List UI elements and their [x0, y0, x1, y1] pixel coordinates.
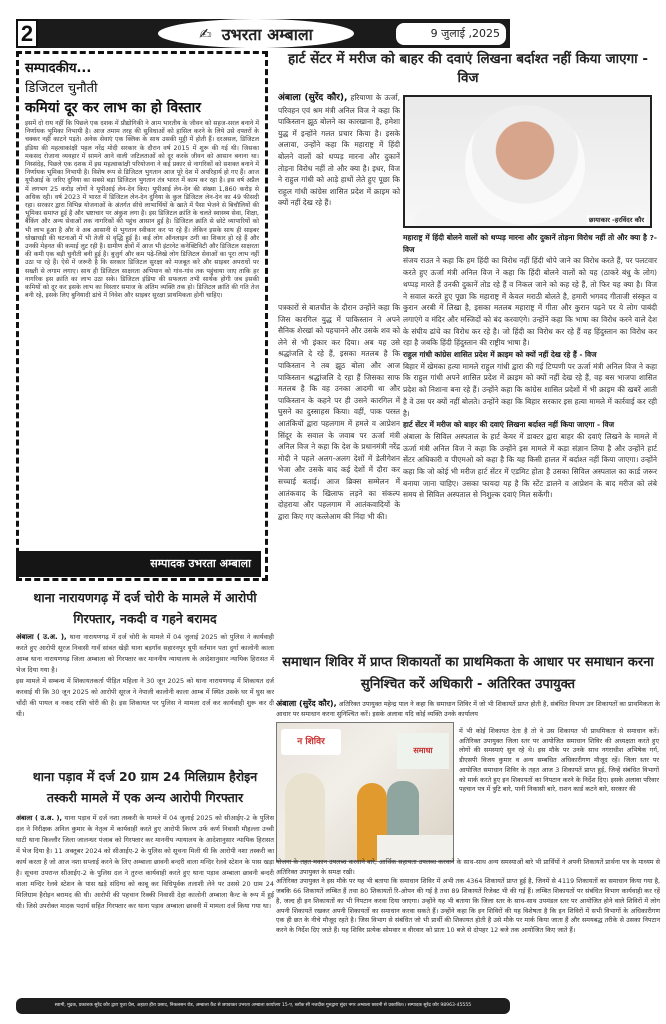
newspaper-title [158, 19, 354, 48]
story-heroin-headline: थाना पड़ाव में दर्ज 20 ग्राम 24 मिलिग्राम हैरोइन तस्करी मामले में एक अन्य आरोपी गिरफ्तार [32, 769, 258, 805]
page-number: 2 [16, 19, 38, 48]
story-theft-headline: थाना नारायणगढ़ में दर्ज चोरी के मामले में आरोपी गिरफ्तार, नकदी व गहने बरामद [33, 590, 257, 626]
editorial-body: इसमें दो राय नहीं कि पिछले एक दशक में प्रौद्योगिकी ने आम भारतीय के जीवन को सहज-सरल बनाने में निर्णायक भूमिका निभायी है। आज तमाम तरह की सुविधाओं को हासिल करने के लिये उसे दफ्तरों के चक्कर नहीं काटने पड़ते। अनेक सेवाएं एक क्लिक के साथ उसकी मुट्ठी में होती हैं। दरअसल, डिजिटल इंडिया की महत्वाकांक्षी पहल नरेंद्र मोदी सरकार के दौरान वर्ष 2015 में शुरू की गई थी। जिसका मकसद रोजाना व्यवहार में सामने आने वाली जटिलताओं को दूर करके जीवन को आसान बनाना था। निस्संदेह, पिछले एक दशक में इस महत्वाकांक्षी परियोजना ने कई प्रकार से नागरिकों को सशक्त बनाने में निर्णायक भूमिका निभायी है। विशेष रूप से डिजिटल भुगतान आज पूरे देश में अपरिहार्य हो गए हैं। आज यूपीआई के जरिए दुनिया का सबसे बड़ा डिजिटल भुगतान तंत्र भारत में काम कर रहा है। इस वर्ष अप्रैल में लगभग 25 करोड़ लोगों ने यूपीआई लेन-देन किए। यूपीआई लेन-देन की संख्या 1,860 करोड़ से अधिक रही। वर्ष 2023 में भारत में डिजिटल लेन-देन दुनिया के कुल डिजिटल लेन-देन का 49 फीसदी रहा। सरकार द्वारा विभिन्न योजनाओं के अंतर्गत सीधे लाभार्थियों के खाते में पैसा भेजने से बिचौलियों की भूमिका समाप्त हुई है और भ्रष्टाचार पर अंकुश लगा है। इस डिजिटल क्रांति के चलते स्वास्थ्य सेवा, शिक्षा, बैंकिंग और अन्य सेवाओं तक नागरिकों की पहुंच आसान हुई है। डिजिटल क्रांति से छोटे व्यापारियों को भी लाभ हुआ है और वे अब आसानी से भुगतान स्वीकार कर पा रहे हैं। लेकिन इसके साथ ही साइबर धोखाधड़ी की घटनाओं में भी तेजी से वृद्धि हुई है। कई लोग ऑनलाइन ठगी का शिकार हो रहे हैं और उनकी मेहनत की कमाई लुट रही है। ग्रामीण क्षेत्रों में आज भी इंटरनेट कनेक्टिविटी और डिजिटल साक्षरता की कमी एक बड़ी चुनौती बनी हुई है। बुजुर्ग और कम पढ़े-लिखे लोग डिजिटल सेवाओं का पूरा लाभ नहीं उठा पा रहे हैं। ऐसे में जरूरी है कि सरकार डिजिटल सुरक्षा को मजबूत करे और साइबर अपराधों पर सख्ती से लगाम लगाए। साथ ही डिजिटल साक्षरता अभियान को गांव-गांव तक पहुंचाया जाए ताकि हर नागरिक इस क्रांति का लाभ उठा सके। डिजिटल इंडिया की सफलता तभी सार्थक होगी जब इसकी कमियों को दूर कर इसके लाभ का विस्तार समाज के अंतिम व्यक्ति तक हो। डिजिटल क्रांति की गति तेज बनी रहे, इसके लिए बुनियादी ढांचे में निवेश और साइबर सुरक्षा प्राथमिकता होनी चाहिए। [25, 120, 259, 300]
story-heroin-byline: अंबाला ( उ.अ. ), [16, 814, 62, 822]
story-theft-body [16, 632, 274, 720]
story-theft-byline: अंबाला ( उ.अ. ), [16, 633, 67, 641]
editorial-subtitle: डिजिटल चुनौती [25, 81, 98, 96]
story-vij-intro: हरियाणा के ऊर्जा, परिवहन एवं श्रम मंत्री अनिल विज ने कहा कि पाकिस्तान झूठ बोलने का कारखाना है, हमेशा युद्ध में इन्होंने गलत प्रचार किया है। इसके अलावा, उन्होंने कहा कि महाराष्ट्र में हिंदी बोलने वालों को थप्पड़ मारना और दुकानें तोड़ना विरोध नहीं तो और क्या है। इधर, विज ने राहुल गांधी को आड़े हाथों लेते हुए पूछा कि राहुल गांधी कांग्रेस शासित प्रदेश में क्राइम को क्यों नहीं देख रहे हैं। [278, 93, 400, 208]
story-vij-column-2 [403, 232, 657, 501]
story-camp-intro [276, 699, 660, 719]
story-vij-column-1 [278, 92, 400, 209]
story-vij-subhead-1: महाराष्ट्र में हिंदी बोलने वालों को थप्पड़ मारना और दुकानें तोड़ना विरोध नहीं तो और क्या है ?- विज [403, 233, 657, 254]
quill-pen-icon: ✍ [199, 24, 212, 43]
story-theft-para-1: थाना नारायणगढ़ में दर्ज चोरी के मामले में 04 जुलाई 2025 को पुलिस ने कार्यवाही करते हुए आरोपी सूरज निवासी गावँ सांवत खेड़ी थाना बड़गाँव सहारनपुर यूपी वर्तमान पता दुर्गा कालोनी काला आम्ब थाना नारायणगढ़ जिला अम्बाला को गिरफ्तार कर माननीय न्यायालय के आदेशानुसार न्यायिक हिरासत में भेज दिया गया है। [16, 633, 274, 674]
editorial-headline: कमियां दूर कर लाभ का हो विस्तार [25, 100, 201, 116]
photo-portrait [465, 105, 585, 225]
story-camp-byline: अंबाला (सुरेंद कौर), [276, 699, 337, 708]
story-camp-column-right: में भी कोई शिकायत देता है तो वे उस शिकायत भी प्राथमिकता से समाधान करें। अतिरिक्त उपायुक्त जिला स्तर पर आयोजित समाधान शिविर की अध्यक्षता करते हुए लोगों की समस्याएं सुन रहे थे। इस मौके पर उनके साथ नगराधीश अभिषेक गर्ग, डीएसपी विजय कुमार व अन्य सम्बधित अधिकारीगण मौजूद रहें। जिला स्तर पर आयोजित समाधान शिविर के तहत आज 3 शिकायतें प्राप्त हुई, जिन्हें संबंधित विभागों को मार्क करते हुए इन शिकायतों का निपटान करने के निर्देश दिए। इसके अलावा परिवार पहचान पत्र में त्रुटि बारे, पानी निकासी बारे, राशन कार्ड कटने बारे, सरकार की [459, 727, 659, 794]
story-vij-subhead-3: हार्ट सेंटर में मरीज को बाहर की दवाएं लिखना बर्दाश्त नहीं किया जाएगा - विज [403, 420, 615, 430]
newspaper-title-text: उभरता अम्बाला [221, 24, 313, 44]
story-camp-para-2: अतिरिक्त उपायुक्त ने इस मौके पर यह भी बताया कि समाधान शिविर में अभी तक 4364 शिकायतें प्राप्त हुई है, जिनमें से 4119 शिकायतों का समाधान किया गया है, जबकि 66 शिकायतें लम्बित हैं तथा 80 शिकायतों रि-ओपन की गई है तथा 89 शिकायतें रिजेक्ट भी की गई हैं। लम्बित शिकायतों पर संबंधित विभाग कार्यवाही कर रहें है, जल्द ही इन शिकायतों का भी निपटान करवा दिया जाएगा। उन्होंने यह भी बताया कि जिला स्तर के साथ-साथ उपमंडल स्तर पर आयोजित होने वाले शिविरों में लोग अपनी शिकायतें रखकर अपनी शिकायतों का समाधान करवा सकते हैं। उन्होंने कहा कि इन शिविरों की यह विशेषता है कि इन शिविरों में सभी विभागों के अधिकारीगण एक ही छत के नीचे मौजूद रहते है। जिस विभाग से संबंधित जो भी प्रार्थी की शिकायत होती है उसे मौके पर मार्क किया जाता हैं और समयबद्ध तरीके से उसका निपटान करने के निर्देश दिए जाते हैं। यह शिविर प्रत्येक सोमवार व वीरवार को प्रातः 10 बजे से दोपहर 12 बजे तक आयोजित किए जाते हैं। [276, 877, 660, 934]
story-vij-column-1b: पत्रकारों से बातचीत के दौरान उन्होंने कहा कि जिस कारगिल युद्ध में पाकिस्तान ने अपने सैनिक शेरखां को पहचानने और उसके शव को लेने से भी इंकार कर दिया। अब यह उसे श्रद्धांजलि दे रहे हैं, इसका मतलब है कि पाकिस्तान ने तब झूठ बोला और आज पाकिस्तान श्रद्धांजलि दे रहा हैं जिसका साफ मतलब है कि वह उनका आदमी था और पाकिस्तान के कहने पर ही उसने कारगिल में घुसने का दुस्साहस किया। वहीं, पाक परस्त आतंकियों द्वारा पहलगाम में हमले व आप्रेशन सिंदूर के सवाल के जवाब पर ऊर्जा मंत्री अनिल विज ने कहा कि देश के प्रधानमंत्री नरेंद्र मोदी ने पहले अलग-अलग देशों में डेलीगेशन भेजा और उसके बाद कई देशों में दौरा कर सच्चाई बताई। आज ब्रिक्स सम्मेलन में आतंकवाद के खिलाफ लड़ने का संकल्प दोहराया और पहलगाम में आतंकवादियों के द्वारा किए गए कत्लेआम की निंदा भी की। [278, 303, 400, 521]
samadhan-camp-photo [276, 722, 454, 862]
story-heroin-para: थाना पड़ाव में दर्ज नशा तस्करी के मामले में 04 जुलाई 2025 को सीआईए-2 के पुलिस दल ने निरीक्षक अनिल कुमार के नेतृत्व में कार्यवाही करते हुए आरोपी किरण उर्फ कर्ण निवासी मौहल्ला उच्ची घाटी थाना किल्लौर जिला जालन्धर पंजाब को गिरफ्तार कर माननीय न्यायालय के आदेशानुसार न्यायिक हिरासत में भेज दिया है। 11 अक्तूबर 2024 को सीआईए-2 के पुलिस को सूचना मिली थी कि आरोपी नशा तस्करी का कार्य करता है जो आज नशा सप्लाई करने के लिए अम्बाला छावनी बन्दरी वाला मन्दिर रेलवे स्टेशन के पास खड़ा है। सूचना उपरान्त सीआईए-2 के पुलिस दल ने तुरन्त कार्यवाही करते हुए थाना पड़ाव अम्बाला छावनी बन्दरी वाला मन्दिर रेलवे स्टेशन के पास खड़े संदिग्ध को काबू कर विधिपूर्वक तलाशी लेने पर उससे 20 ग्राम 24 मिलिग्राम हैरोइन बरामद की थी। आरोपी की पहचान रिक्की निवासी देहा कालोनी अम्बाला कैन्ट के रूप में हुई थी। जिसे उपरोक्त मादक पदार्थ सहित गिरफ्तार कर थाना पड़ाव अम्बाला छावनी में मामला दर्ज किया गया था। [16, 814, 274, 910]
story-camp-intro-text: अतिरिक्त उपायुक्त महेन्द्र पाल ने कहा कि समाधान शिविर में जो भी शिकायतें प्राप्त होती है, संबंधित विभाग उन शिकायतों का प्राथमिकता के आधार पर समाधान करना सुनिश्चित करें। इसके अलावा यदि कोई व्यक्ति उनके कार्यालय [276, 700, 660, 718]
story-vij-para-2: बिहार में खेमका हत्या मामले राहुल गांधी द्वारा की गई टिप्पणी पर ऊर्जा मंत्री अनिल विज ने कहा कि राहुल गांधी अपने शासित प्रदेश में क्राइम को क्यों नहीं देख रहे हैं, वह बस भाजपा शासित प्रदेश को निशाना बना रहे हैं। उन्होंने कहा कि कांग्रेस शासित प्रदेशों में भी क्राइम की खबरें आती है वे उस पर क्यों नहीं बोलते। उन्होंने कहा कि बिहार सरकार इस हत्या मामले में कार्रवाई कर रही है। [403, 361, 657, 418]
photo-person [387, 781, 419, 841]
story-theft-para-2: इस मामले में सम्बन्ध में शिकायतकर्ता पीड़ित महिला ने 30 जून 2025 को थाना नारायणगढ़ में शिकायत दर्ज करवाई थी कि 30 जून 2025 को आरोपी सूरज ने नेपाली कालोनी काला आम्ब में स्थित उसके घर में घुस कर चाँदी की पायल व नकद राशि चोरी की है। इस शिकायत पर पुलिस ने मामला दर्ज कर कार्यवाही शुरू कर दी थी। [16, 677, 274, 718]
story-vij-para-3: अंबाला के सिविल अस्पताल के हार्ट केयर में डाक्टर द्वारा बाहर की दवाएं लिखने के मामले में ऊर्जा मंत्री अनिल विज ने कहा कि उन्होंने इस मामले में कड़ा संज्ञान लिया है और उन्होंने हार्ट सेंटर अधिकारी व पीएमओ को कहा है कि यह किसी हालत में बर्दाश्त नहीं किया जाएगा। उन्होंने कहा कि जो कोई भी मरीज हार्ट सेंटर में एडमिट होता है उसका सिविल अस्पताल का कार्ड जरूर बनाया जाना चाहिए। उसका फायदा यह है कि स्टेंट डालने व आप्रेशन के बाद मरीज को लंबे समय से सिविल अस्पताल से निशुल्क दवाएं मिल सकेंगी। [403, 431, 657, 500]
photo-credit: छायाकार -हरविंदर कौर [588, 216, 644, 224]
photo-person [285, 773, 325, 862]
story-vij-byline: अंबाला (सुरेंद कौर), [278, 93, 348, 103]
editorial-signature: सम्पादक उभरता अम्बाला [16, 551, 261, 577]
photo-banner-right: समाधा [397, 733, 449, 769]
anil-vij-photo [403, 95, 652, 228]
story-camp-body-bottom [276, 858, 660, 936]
story-vij-para-1: संजय राउत ने कहा कि हम हिंदी का विरोध नहीं हिंदी थोपे जाने का विरोध करते हैं, पर पलटवार करते हुए ऊर्जा मंत्री अनिल विज ने कहा कि हिंदी बोलने वालों को यह (ठाकरे बंधु के लोग) थप्पड़ मारते हैं उनकी दुकानें तोड रहे हैं व निकल जाने को कह रहे हैं, तो फिर यह क्या है। विज ने सवाल करते हुए पूछा कि महाराष्ट्र में केवल मराठी बोलते है, हमारी भगवद गीताजी संस्कृत व कुरान अरबी में लिखा है, इसका मतलब महाराष्ट्र में गीता और कुरान पढ़ने पर ये लोग पाबंदी लगाएंगे व मंदिर और मस्जिदों को बंद करवाएंगे। उन्होंने कहा कि भाषा का विरोध करने वाले देश के संघीय ढांचे का विरोध कर रहे है। जो हिंदी का विरोध कर रहे हैं वह हिंदुस्तान का विरोध कर रहा है जबकि हिंदी हिंदुस्तान की राष्ट्रीय भाषा है। [403, 256, 657, 348]
imprint-footer: स्वामी, मुद्रक, प्रकाशक सुरेंद्र कौर द्वारा पूजा प्रैस, अहाता हीरा प्रसाद, निकलसन रोड, अम्बाला कैंट से छपवाकर उभरता अम्बाला कार्यालय 15-ए, ब्लॉक सी नजदीक गुरुद्वारा सुंदर नगर अम्बाला छावनी से प्रकाशित।। सम्पादक सुरेंद्र कौर 98963-45555 [16, 998, 510, 1014]
story-vij-subhead-2: राहुल गांधी कांग्रेस शासित प्रदेश में क्राइम को क्यों नहीं देख रहे हैं - विज [403, 350, 597, 360]
story-camp-headline: समाधान शिविर में प्राप्त शिकायतों का प्राथमिकता के आधार पर समाधान करना सुनिश्चित करें अधिकारी - अतिरिक्त उपायुक्त [282, 655, 654, 692]
story-vij-headline: हार्ट सेंटर में मरीज को बाहर की दवाएं लिखना बर्दाश्त नहीं किया जाएगा - विज [288, 51, 648, 86]
editorial-box [16, 51, 268, 581]
story-camp-para-1: योजना के तहत मकान उपलब्ध करवाने बारे, आर्थिक सहायता उपलब्ध करवाने के साथ-साथ अन्य समस्याओं बारे भी प्रार्थियों ने अपनी शिकायतें प्रार्थना पत्र के माध्यम से अतिरिक्त उपायुक्त के समक्ष रखी। [276, 858, 660, 876]
story-heroin-body [16, 813, 274, 912]
editorial-tag: सम्पादकीय... [25, 61, 92, 76]
issue-date: 9 जुलाई ,2025 [396, 23, 506, 45]
photo-banner-left: न शिविर [281, 729, 341, 755]
